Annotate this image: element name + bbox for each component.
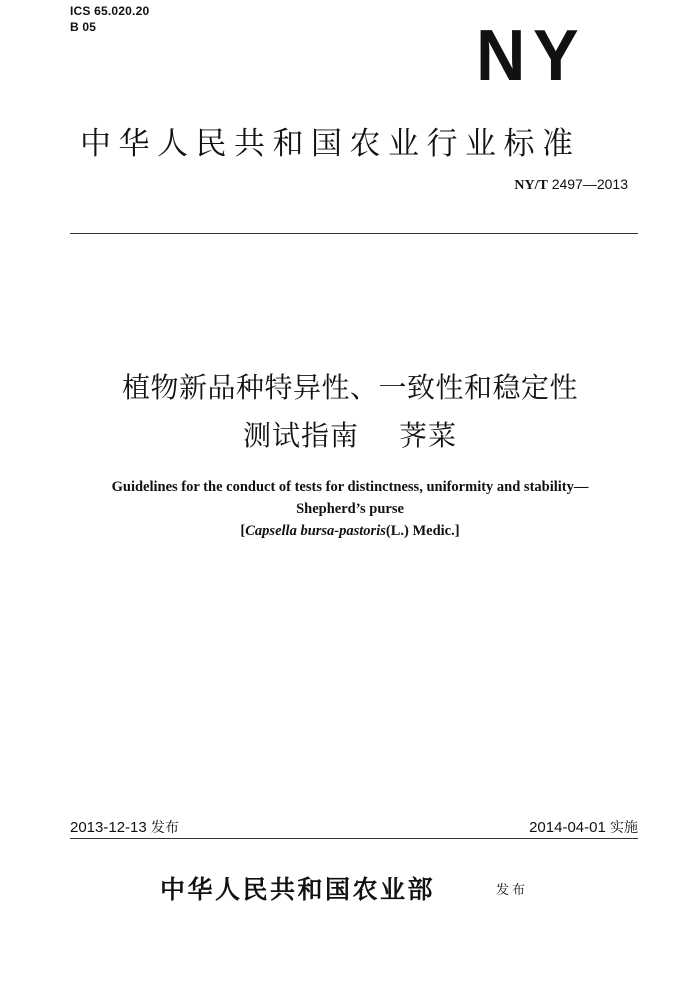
ccs-code: B 05: [70, 20, 97, 34]
issue-label: 发布: [150, 820, 179, 836]
title-cn-line-1: 植物新品种特异性、一致性和稳定性: [121, 371, 578, 404]
issue-date-line: [70, 817, 179, 837]
implement-date-line: [529, 817, 638, 837]
ny-logo: NY: [476, 16, 587, 96]
standard-number: [514, 176, 628, 194]
title-en-line-3-rest: (L.) Medic.]: [385, 523, 460, 539]
title-cn-line-2-part-b: 荠菜: [399, 419, 458, 452]
standard-number-value: 2497—2013: [551, 176, 628, 192]
standard-number-prefix: NY/T: [514, 178, 548, 193]
title-en-line-2: Shepherd’s purse: [296, 501, 404, 517]
ics-code: ICS 65.020.20: [70, 4, 150, 18]
issue-date: 2013-12-13: [70, 819, 147, 836]
issuer-name: 中华人民共和国农业部: [160, 875, 436, 904]
implement-date: 2014-04-01: [529, 819, 606, 836]
standard-category: 中华人民共和国农业行业标准: [80, 126, 581, 162]
title-en-line-3: [0, 523, 700, 540]
title-en-line-3-open: [: [240, 523, 246, 539]
top-divider: [70, 233, 638, 234]
title-cn-line-2: [0, 414, 700, 454]
issuer-action: 发布: [496, 883, 529, 898]
implement-label: 实施: [610, 820, 638, 836]
title-cn-line-2-part-a: 测试指南: [242, 419, 359, 452]
bottom-divider: [70, 838, 638, 839]
title-en-line-3-species: Capsella bursa-pastoris: [245, 523, 386, 539]
title-en-line-1: Guidelines for the conduct of tests for distinctness, uniformity and stability—: [111, 479, 589, 495]
